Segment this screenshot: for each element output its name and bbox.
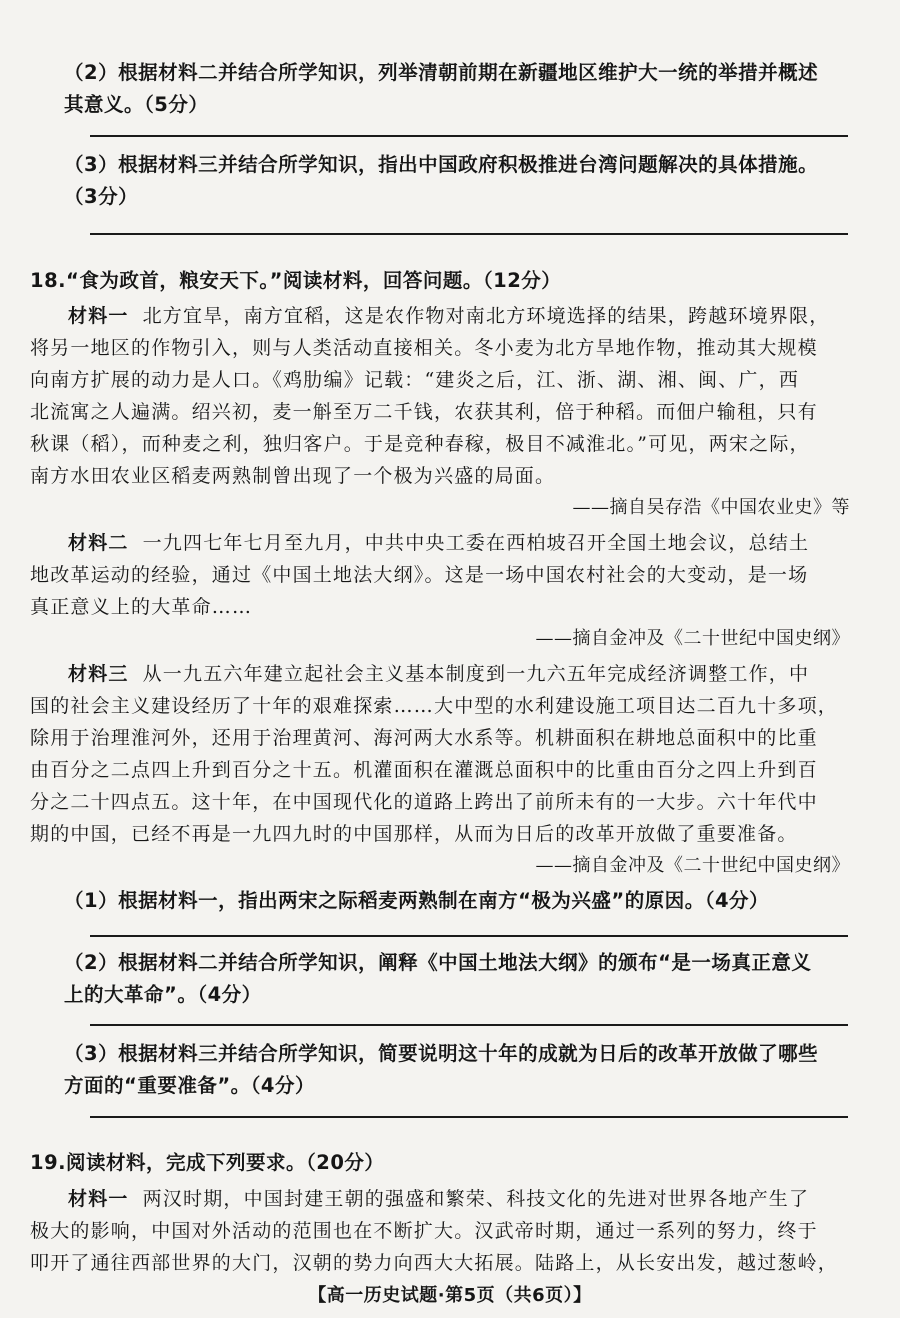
q18-sub3-line1: （3）根据材料三并结合所学知识，简要说明这十年的成就为日后的改革开放做了哪些 — [64, 1042, 819, 1065]
q18-material1-line: 北流寓之人遍满。绍兴初，麦一斛至万二千钱，农获其利，倍于种稻。而佃户输租，只有 — [30, 401, 818, 423]
q18-material1-line: 南方水田农业区稻麦两熟制曾出现了一个极为兴盛的局面。 — [30, 465, 556, 487]
material-label: 材料三 — [68, 663, 129, 685]
q18-sub3-line2: 方面的“重要准备”。（4分） — [64, 1074, 315, 1097]
q18-material3-line: 国的社会主义建设经历了十年的艰难探索……大中型的水利建设施工项目达二百九十多项， — [30, 695, 839, 717]
answer-line — [90, 233, 848, 235]
q18-sub2-line2: 上的大革命”。（4分） — [64, 983, 262, 1006]
q17-sub3-line1: （3）根据材料三并结合所学知识，指出中国政府积极推进台湾问题解决的具体措施。 — [64, 153, 819, 176]
material-label: 材料二 — [68, 532, 129, 554]
q18-material1-source: ——摘自吴存浩《中国农业史》等 — [572, 497, 850, 518]
q19-material1-first-line: 材料一 两汉时期，中国封建王朝的强盛和繁荣、科技文化的先进对世界各地产生了 — [68, 1188, 810, 1210]
q18-material3-first-line: 材料三 从一九五六年建立起社会主义基本制度到一九六五年完成经济调整工作，中 — [68, 663, 810, 685]
q18-material2-line: 真正意义上的大革命…… — [30, 596, 253, 618]
answer-line — [90, 135, 848, 137]
q18-title: 18.“食为政首，粮安天下。”阅读材料，回答问题。（12分） — [30, 269, 562, 292]
q18-material1-line: 向南方扩展的动力是人口。《鸡肋编》记载：“建炎之后，江、浙、湖、湘、闽、广，西 — [30, 369, 800, 391]
q18-material3-line: 期的中国，已经不再是一九四九时的中国那样，从而为日后的改革开放做了重要准备。 — [30, 823, 798, 845]
material-label: 材料一 — [68, 1188, 129, 1210]
q18-material2-source: ——摘自金冲及《二十世纪中国史纲》 — [535, 628, 850, 649]
q18-material2-first-line: 材料二 一九四七年七月至九月，中共中央工委在西柏坡召开全国土地会议，总结土 — [68, 532, 810, 554]
q18-sub1: （1）根据材料一，指出两宋之际稻麦两熟制在南方“极为兴盛”的原因。（4分） — [64, 889, 770, 912]
q18-material3-line: 除用于治理淮河外，还用于治理黄河、海河两大水系等。机耕面积在耕地总面积中的比重 — [30, 727, 818, 749]
q18-material2-line: 地改革运动的经验，通过《中国土地法大纲》。这是一场中国农村社会的大变动，是一场 — [30, 564, 809, 586]
q17-sub3-line2: （3分） — [64, 185, 139, 208]
material-label: 材料一 — [68, 305, 129, 327]
q19-material1-line: 极大的影响，中国对外活动的范围也在不断扩大。汉武帝时期，通过一系列的努力，终于 — [30, 1220, 818, 1242]
q17-sub2-line1: （2）根据材料二并结合所学知识，列举清朝前期在新疆地区维护大一统的举措并概述 — [64, 61, 819, 84]
q18-material3-line: 由百分之二点四上升到百分之十五。机灌面积在灌溉总面积中的比重由百分之四上升到百 — [30, 759, 818, 781]
q18-sub2-line1: （2）根据材料二并结合所学知识，阐释《中国土地法大纲》的颁布“是一场真正意义 — [64, 951, 812, 974]
answer-line — [90, 935, 848, 937]
q18-material1-line: 秋课（稻），而种麦之利，独归客户。于是竞种春稼，极目不减淮北。”可见，两宋之际， — [30, 433, 810, 455]
answer-line — [90, 1116, 848, 1118]
q18-material1-line: 将另一地区的作物引入，则与人类活动直接相关。冬小麦为北方旱地作物，推动其大规模 — [30, 337, 818, 359]
q18-material3-source: ——摘自金冲及《二十世纪中国史纲》 — [535, 855, 850, 876]
q17-sub2-line2: 其意义。（5分） — [64, 93, 209, 116]
q18-material3-line: 分之二十四点五。这十年，在中国现代化的道路上跨出了前所未有的一大步。六十年代中 — [30, 791, 818, 813]
page-footer: 【高一历史试题·第5页（共6页）】 — [308, 1285, 592, 1306]
q19-material1-line: 叩开了通往西部世界的大门，汉朝的势力向西大大拓展。陆路上，从长安出发，越过葱岭， — [30, 1252, 839, 1274]
answer-line — [90, 1024, 848, 1026]
q18-material1-first-line: 材料一 北方宜旱，南方宜稻，这是农作物对南北方环境选择的结果，跨越环境界限， — [68, 305, 830, 327]
q19-title: 19.阅读材料，完成下列要求。（20分） — [30, 1151, 385, 1174]
